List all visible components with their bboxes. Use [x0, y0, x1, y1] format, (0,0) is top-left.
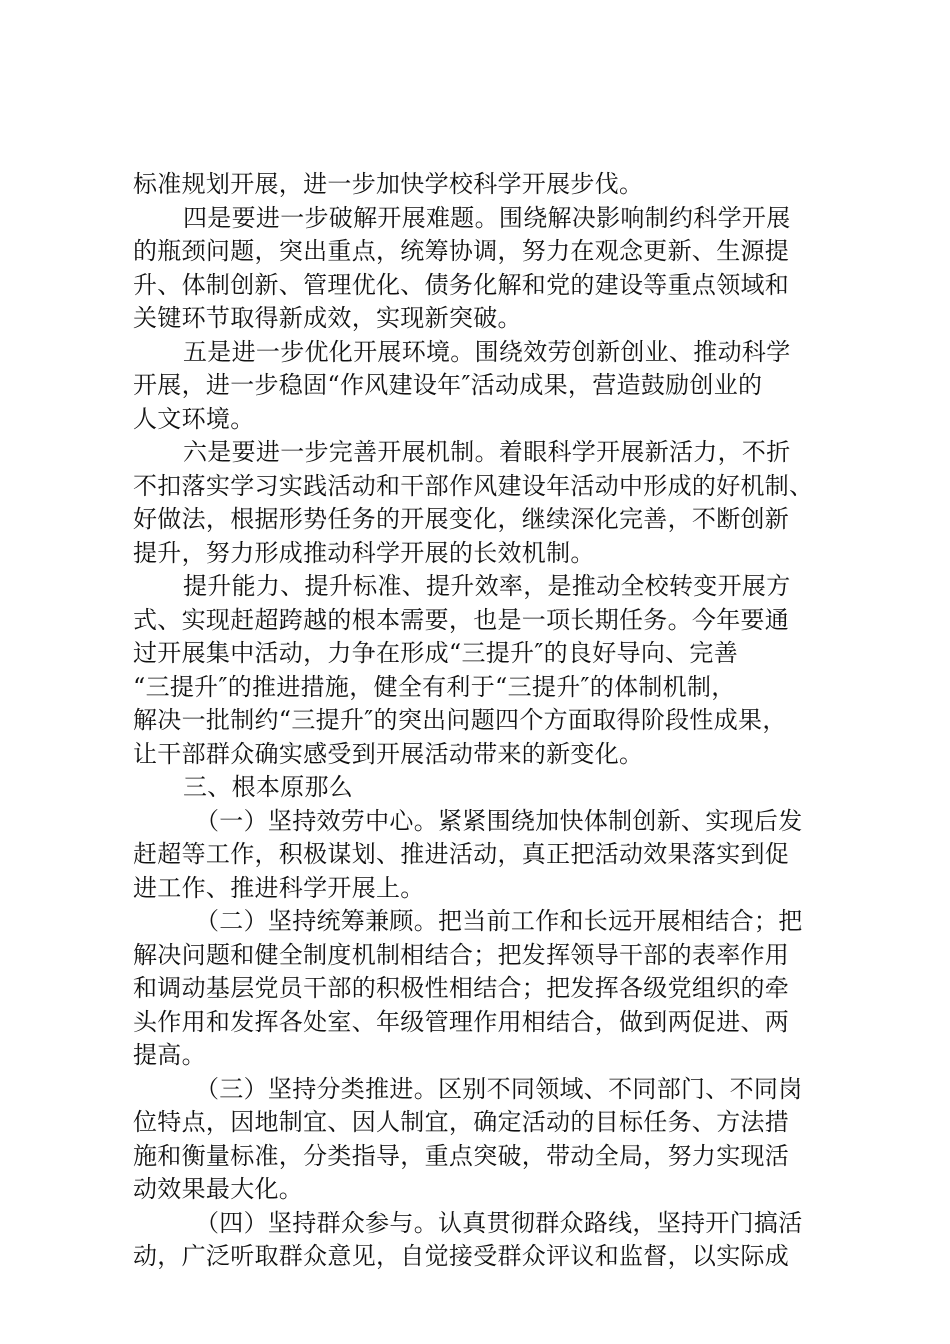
- text-line: 提升能力、提升标准、提升效率，是推动全校转变开展方: [183, 572, 791, 600]
- text-line: 让干部群众确实感受到开展活动带来的新变化。: [133, 739, 644, 768]
- text-line: （二）坚持统筹兼顾。把当前工作和长远开展相结合；把: [195, 907, 803, 935]
- text-line: 和调动基层党员干部的积极性相结合；把发挥各级党组织的牵: [133, 974, 790, 1002]
- text-line: 施和衡量标准，分类指导，重点突破，带动全局，努力实现活: [133, 1141, 790, 1170]
- text-line: （三）坚持分类推进。区别不同领域、不同部门、不同岗: [195, 1074, 803, 1103]
- text-line: 式、实现赶超跨越的根本需要，也是一项长期任务。今年要通: [133, 605, 790, 634]
- text-line: 不扣落实学习实践活动和干部作风建设年活动中形成的好机制、: [133, 471, 814, 500]
- text-line: 动效果最大化。: [133, 1175, 304, 1203]
- text-line: 赶超等工作，积极谋划、推进活动，真正把活动效果落实到促: [133, 840, 790, 868]
- document-body: [133, 168, 823, 1274]
- text-line: 解决一批制约“三提升″的突出问题四个方面取得阶段性成果，: [133, 706, 787, 734]
- section-heading: 三、根本原那么: [183, 773, 354, 801]
- text-line: 关键环节取得新成效，实现新突破。: [133, 304, 522, 332]
- text-line: 提升，努力形成推动科学开展的长效机制。: [133, 538, 595, 567]
- text-line: 提高。: [133, 1041, 206, 1069]
- text-line: 升、体制创新、管理优化、债务化解和党的建设等重点领域和: [133, 270, 790, 299]
- text-line: 进工作、推进科学开展上。: [133, 873, 425, 902]
- text-line: 五是进一步优化开展环境。围绕效劳创新创业、推动科学: [183, 337, 791, 366]
- text-line: 人文环境。: [133, 404, 255, 433]
- text-line: （一）坚持效劳中心。紧紧围绕加快体制创新、实现后发: [195, 806, 803, 835]
- text-line: 位特点，因地制宜、因人制宜，确定活动的目标任务、方法措: [133, 1108, 790, 1136]
- text-line: 过开展集中活动，力争在形成“三提升″的良好导向、完善: [133, 639, 739, 667]
- text-line: 六是要进一步完善开展机制。着眼科学开展新活力，不折: [183, 438, 791, 466]
- text-line: “三提升″的推进措施，健全有利于“三提升″的体制机制，: [133, 672, 736, 701]
- text-line: 四是要进一步破解开展难题。围绕解决影响制约科学开展: [183, 203, 791, 232]
- text-line: 好做法，根据形势任务的开展变化，继续深化完善，不断创新: [133, 505, 790, 533]
- text-line: 标准规划开展，进一步加快学校科学开展步伐。: [133, 170, 644, 198]
- text-line: 的瓶颈问题，突出重点，统筹协调，努力在观念更新、生源提: [133, 237, 790, 265]
- text-line: 头作用和发挥各处室、年级管理作用相结合，做到两促进、两: [133, 1007, 790, 1036]
- text-line: 解决问题和健全制度机制相结合；把发挥领导干部的表率作用: [133, 940, 790, 969]
- text-line: （四）坚持群众参与。认真贯彻群众路线，坚持开门搞活: [195, 1208, 803, 1237]
- text-line: 开展，进一步稳固“作风建设年″活动成果，营造鼓励创业的: [133, 371, 763, 399]
- text-line: 动，广泛听取群众意见，自觉接受群众评议和监督，以实际成: [133, 1242, 790, 1270]
